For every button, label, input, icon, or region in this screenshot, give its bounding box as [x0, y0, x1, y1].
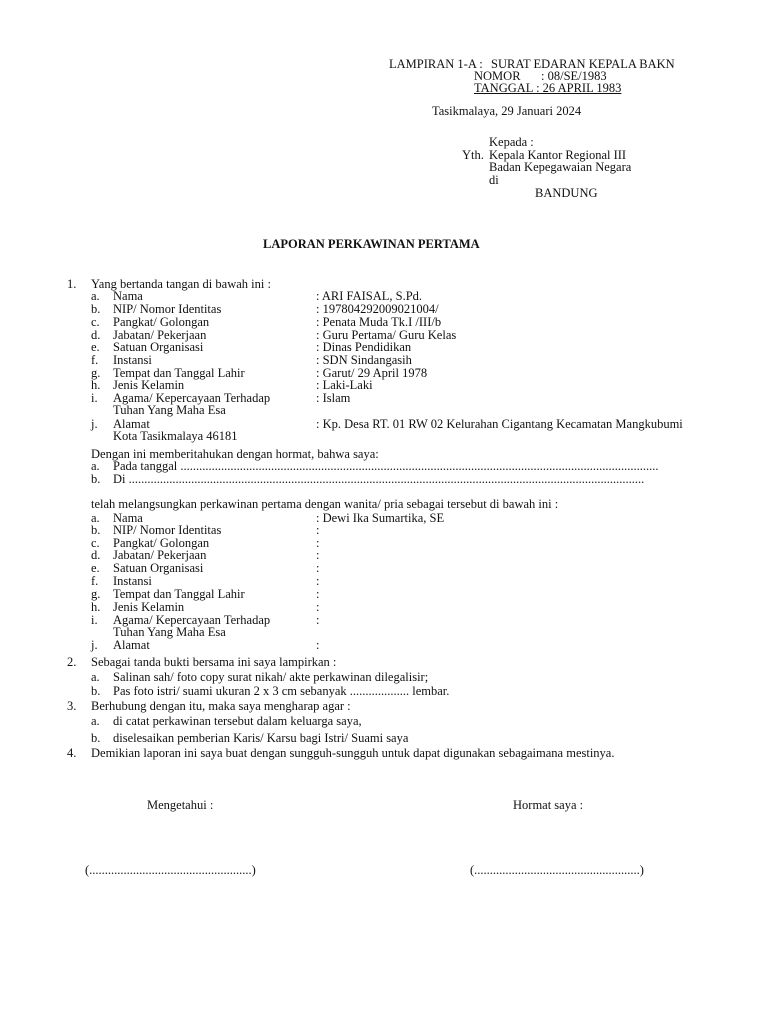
spouse-label-nip: NIP/ Nomor Identitas	[113, 523, 222, 537]
spouse-value-alamat: :	[316, 638, 320, 652]
field-letter: h.	[91, 378, 101, 392]
field-label-nama: Nama	[113, 289, 143, 303]
field-value-agama: : Islam	[316, 391, 351, 405]
section2-item-b: Pas foto istri/ suami ukuran 2 x 3 cm sebanyak ................... lembar.	[113, 684, 450, 698]
spouse-value-pangkat: :	[316, 536, 320, 550]
spouse-value-nama: : Dewi Ika Sumartika, SE	[316, 511, 445, 525]
nomor-value: : 08/SE/1983	[541, 69, 607, 83]
field-letter: b.	[91, 302, 101, 316]
document-title: LAPORAN PERKAWINAN PERTAMA	[263, 237, 480, 251]
spouse-field-letter: h.	[91, 600, 101, 614]
spouse-value-instansi: :	[316, 574, 320, 588]
spouse-label-alamat: Alamat	[113, 638, 150, 652]
field-letter: f.	[91, 353, 99, 367]
spouse-label-pangkat: Pangkat/ Golongan	[113, 536, 210, 550]
spouse-field-letter: e.	[91, 561, 100, 575]
section3-item-a: di catat perkawinan tersebut dalam keluarga saya,	[113, 714, 362, 728]
yth-label: Yth.	[462, 148, 484, 162]
addressee-line1: Kepala Kantor Regional III	[489, 148, 627, 162]
field-value-alamat-cont: Kota Tasikmalaya 46181	[113, 429, 238, 443]
section2-letter: a.	[91, 670, 100, 684]
spouse-label-ttl: Tempat dan Tanggal Lahir	[113, 587, 245, 601]
signature-left-label: Mengetahui :	[147, 798, 214, 812]
section4-number: 4.	[67, 746, 77, 760]
field-value-nip: : 197804292009021004/	[316, 302, 439, 316]
field-letter: a.	[91, 289, 100, 303]
spouse-label-satuan: Satuan Organisasi	[113, 561, 204, 575]
section1-intro: Yang bertanda tangan di bawah ini :	[91, 277, 271, 291]
spouse-intro: telah melangsungkan perkawinan pertama dengan wanita/ pria sebagai tersebut di bawah ini :	[91, 497, 559, 511]
notice-di: Di .....................................................................................................................................................................	[113, 473, 645, 486]
field-letter: g.	[91, 366, 101, 380]
spouse-value-agama: :	[316, 613, 320, 627]
field-letter: d.	[91, 328, 101, 342]
field-label-agama-cont: Tuhan Yang Maha Esa	[113, 403, 226, 417]
addressee-line2: Badan Kepegawaian Negara	[489, 160, 632, 174]
spouse-value-nip: :	[316, 523, 320, 537]
lampiran-label: LAMPIRAN 1-A :	[389, 57, 483, 71]
spouse-field-letter: b.	[91, 523, 101, 537]
field-letter: j.	[91, 417, 98, 431]
field-label-alamat: Alamat	[113, 417, 150, 431]
field-letter: i.	[91, 391, 98, 405]
section2-text: Sebagai tanda bukti bersama ini saya lampirkan :	[91, 655, 337, 669]
field-value-pangkat: : Penata Muda Tk.I /III/b	[316, 315, 442, 329]
notice-text: Dengan ini memberitahukan dengan hormat, bahwa saya:	[91, 447, 379, 461]
spouse-field-letter: c.	[91, 536, 100, 550]
signature-right-label: Hormat saya :	[513, 798, 584, 812]
notice-pada-tanggal: Pada tanggal .........................................................................................................................................................	[113, 460, 659, 473]
section2-item-a: Salinan sah/ foto copy surat nikah/ akte perkawinan dilegalisir;	[113, 670, 429, 684]
spouse-field-letter: g.	[91, 587, 101, 601]
kepada-label: Kepada :	[489, 135, 534, 149]
spouse-label-instansi: Instansi	[113, 574, 152, 588]
section2-number: 2.	[67, 655, 77, 669]
spouse-label-nama: Nama	[113, 511, 143, 525]
spouse-label-agama-cont: Tuhan Yang Maha Esa	[113, 625, 226, 639]
spouse-value-satuan: :	[316, 561, 320, 575]
field-value-jabatan: : Guru Pertama/ Guru Kelas	[316, 328, 457, 342]
spouse-value-jabatan: :	[316, 548, 320, 562]
section2-letter: b.	[91, 684, 101, 698]
spouse-label-jabatan: Jabatan/ Pekerjaan	[113, 548, 207, 562]
spouse-field-letter: f.	[91, 574, 99, 588]
field-label-jenis-kelamin: Jenis Kelamin	[113, 378, 185, 392]
lampiran-value: SURAT EDARAN KEPALA BAKN	[491, 57, 675, 71]
field-value-satuan: : Dinas Pendidikan	[316, 340, 412, 354]
field-value-jenis-kelamin: : Laki-Laki	[316, 378, 373, 392]
addressee-city: BANDUNG	[535, 186, 598, 200]
spouse-label-jenis-kelamin: Jenis Kelamin	[113, 600, 185, 614]
field-label-instansi: Instansi	[113, 353, 152, 367]
spouse-label-agama: Agama/ Kepercayaan Terhadap	[113, 613, 271, 627]
spouse-field-letter: a.	[91, 511, 100, 525]
signature-right-line: (.....................................................)	[470, 863, 644, 877]
spouse-field-letter: d.	[91, 548, 101, 562]
section3-number: 3.	[67, 699, 77, 713]
field-value-ttl: : Garut/ 29 April 1978	[316, 366, 428, 380]
section3-text: Berhubung dengan itu, maka saya mengharap agar :	[91, 699, 351, 713]
section3-item-b: diselesaikan pemberian Karis/ Karsu bagi Istri/ Suami saya	[113, 731, 409, 745]
field-label-nip: NIP/ Nomor Identitas	[113, 302, 222, 316]
spouse-value-jenis-kelamin: :	[316, 600, 320, 614]
signature-left-line: (....................................................)	[85, 863, 256, 877]
tanggal-line: TANGGAL : 26 APRIL 1983	[474, 81, 622, 95]
section3-letter: a.	[91, 714, 100, 728]
field-label-satuan: Satuan Organisasi	[113, 340, 204, 354]
field-label-jabatan: Jabatan/ Pekerjaan	[113, 328, 207, 342]
field-value-alamat: : Kp. Desa RT. 01 RW 02 Kelurahan Cigantang Kecamatan Mangkubumi	[316, 417, 683, 431]
section4-text: Demikian laporan ini saya buat dengan sungguh-sungguh untuk dapat digunakan sebagaimana mestinya.	[91, 746, 615, 760]
spouse-field-letter: i.	[91, 613, 98, 627]
notice-letter: a.	[91, 459, 100, 473]
field-letter: e.	[91, 340, 100, 354]
nomor-label: NOMOR	[474, 69, 521, 83]
spouse-value-ttl: :	[316, 587, 320, 601]
addressee-line3: di	[489, 173, 499, 187]
field-label-agama: Agama/ Kepercayaan Terhadap	[113, 391, 271, 405]
field-label-pangkat: Pangkat/ Golongan	[113, 315, 210, 329]
field-value-instansi: : SDN Sindangasih	[316, 353, 412, 367]
notice-letter: b.	[91, 472, 101, 486]
spouse-field-letter: j.	[91, 638, 98, 652]
field-letter: c.	[91, 315, 100, 329]
field-label-ttl: Tempat dan Tanggal Lahir	[113, 366, 245, 380]
field-value-nama: : ARI FAISAL, S.Pd.	[316, 289, 423, 303]
section3-letter: b.	[91, 731, 101, 745]
section1-number: 1.	[67, 277, 77, 291]
place-date: Tasikmalaya, 29 Januari 2024	[432, 104, 582, 118]
